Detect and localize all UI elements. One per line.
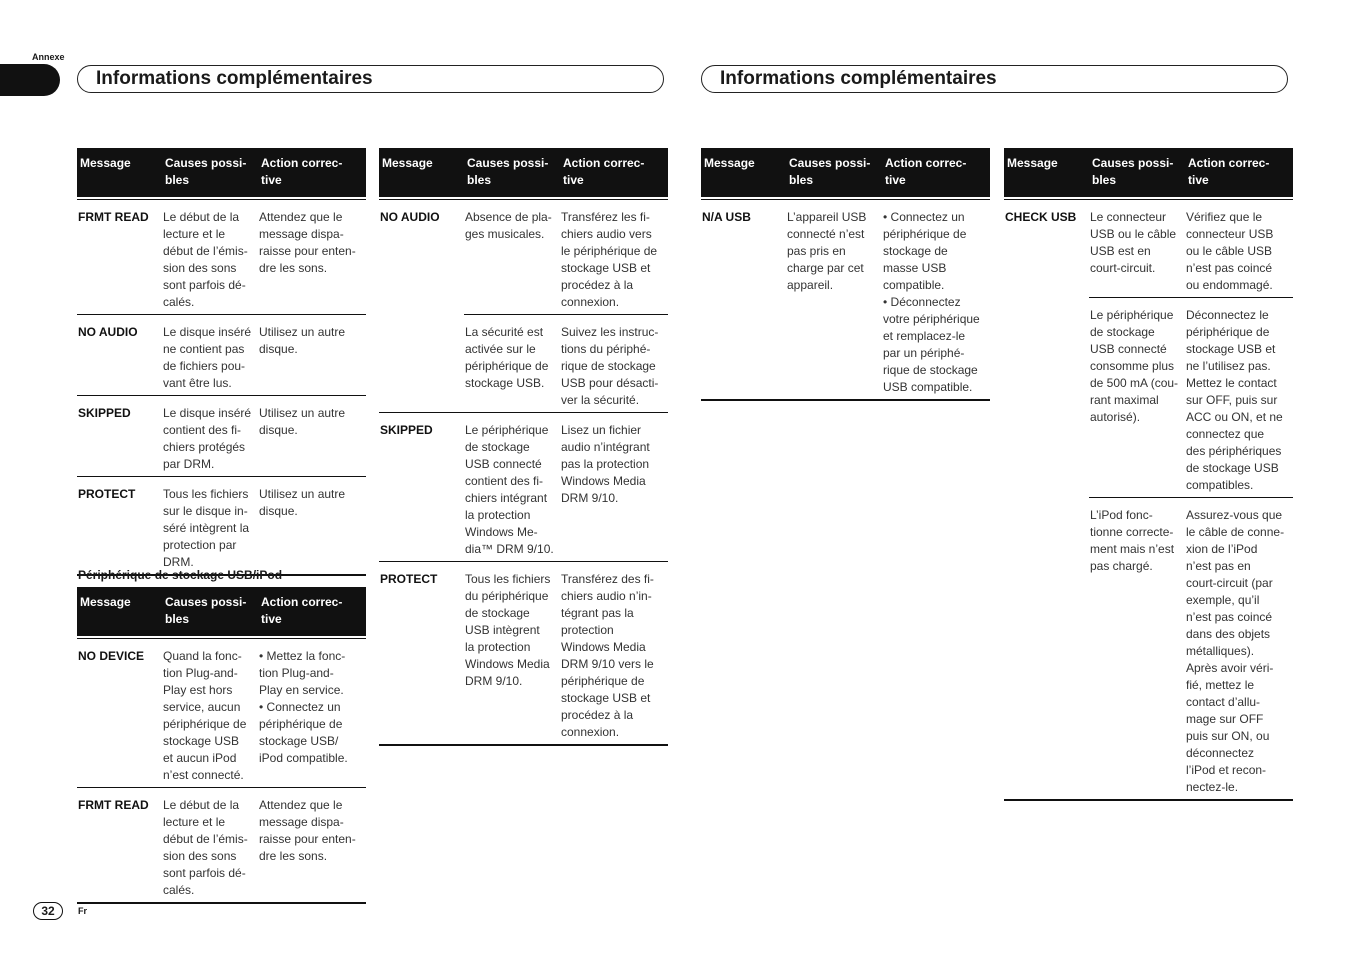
table-row-skipped bbox=[379, 413, 668, 562]
row-action: Lisez un fichier audio n’intégrant pas la protection Windows Media DRM 9/10. bbox=[560, 413, 668, 562]
header-action: Action correc- tive bbox=[560, 148, 668, 196]
table-body bbox=[379, 200, 668, 746]
error-table-usb-3 bbox=[701, 148, 990, 401]
row-cause: Le début de la lecture et le début de l’émis- sion des sons sont parfois dé- calés. bbox=[162, 200, 258, 315]
table-row bbox=[77, 315, 366, 396]
row-message: NO AUDIO bbox=[77, 315, 162, 396]
row-message: SKIPPED bbox=[77, 396, 162, 477]
table-row bbox=[77, 396, 366, 477]
page-title-right: Informations complémentaires bbox=[701, 65, 1288, 93]
row-cause: Le début de la lecture et le début de l’émis- sion des sons sont parfois dé- calés. bbox=[162, 788, 258, 904]
table-body bbox=[77, 639, 366, 904]
row-message: FRMT READ bbox=[77, 200, 162, 315]
table-row bbox=[77, 639, 366, 788]
row-action: Vérifiez que le connecteur USB ou le câble USB n’est pas coincé ou endommagé. bbox=[1185, 200, 1293, 298]
error-table-usb bbox=[77, 587, 366, 904]
row-message: PROTECT bbox=[77, 477, 162, 576]
row-cause: Tous les fichiers du périphérique de stockage USB intègrent la protection Windows Media DRM 9/10. bbox=[464, 562, 560, 746]
row-cause: Le disque inséré ne contient pas de fichiers pou- vant être lus. bbox=[162, 315, 258, 396]
table-header-row bbox=[1004, 148, 1293, 196]
row-message: SKIPPED bbox=[379, 413, 464, 562]
header-action: Action correc- tive bbox=[882, 148, 990, 196]
header-message: Message bbox=[77, 587, 162, 635]
row-cause: Le connecteur USB ou le câble USB est en court-circuit. bbox=[1089, 200, 1185, 298]
header-causes: Causes possi- bles bbox=[162, 587, 258, 635]
table-row bbox=[77, 200, 366, 315]
row-action: Transférez les fi- chiers audio vers le périphérique de stockage USB et procédez à la connexion. bbox=[560, 200, 668, 315]
row-cause: L’iPod fonc- tionne correcte- ment mais n’est pas chargé. bbox=[1089, 498, 1185, 801]
column-1 bbox=[77, 148, 366, 576]
column-2 bbox=[379, 148, 668, 746]
table-header-row bbox=[701, 148, 990, 196]
page-title-left: Informations complémentaires bbox=[77, 65, 664, 93]
row-action: • Connectez un périphérique de stockage de masse USB compatible. • Déconnectez votre périphérique et remplacez-le par un périphé- rique de stockage USB compatible. bbox=[882, 200, 990, 401]
row-action: Transférez des fi- chiers audio n’in- tégrant pas la protection Windows Media DRM 9/10 vers le périphérique de stockage USB et procédez à la connexion. bbox=[560, 562, 668, 746]
row-message: FRMT READ bbox=[77, 788, 162, 904]
section-title-usb: Périphérique de stockage USB/iPod bbox=[78, 568, 283, 582]
column-4 bbox=[1004, 148, 1293, 801]
header-causes: Causes possi- bles bbox=[1089, 148, 1185, 196]
row-cause: Le périphérique de stockage USB connecté consomme plus de 500 mA (cou- rant maximal autorisé). bbox=[1089, 298, 1185, 498]
header-action: Action correc- tive bbox=[258, 587, 366, 635]
row-message: NO AUDIO bbox=[379, 200, 464, 413]
table-header-row bbox=[77, 587, 366, 635]
row-cause: Le périphérique de stockage USB connecté contient des fi- chiers intégrant la protection Windows Me- dia™ DRM 9/10. bbox=[464, 413, 560, 562]
annexe-label: Annexe bbox=[32, 52, 65, 62]
row-action: Suivez les instruc- tions du périphé- rique de stockage USB pour désacti- ver la sécurité. bbox=[560, 315, 668, 413]
header-action: Action correc- tive bbox=[1185, 148, 1293, 196]
column-1-usb bbox=[77, 587, 366, 904]
row-message: NO DEVICE bbox=[77, 639, 162, 788]
row-cause: Tous les fichiers sur le disque in- séré intègrent la protection par DRM. bbox=[162, 477, 258, 576]
header-causes: Causes possi- bles bbox=[464, 148, 560, 196]
header-message: Message bbox=[379, 148, 464, 196]
row-action: Attendez que le message dispa- raisse pour enten- dre les sons. bbox=[258, 200, 366, 315]
page-number: 32 bbox=[33, 902, 63, 920]
row-action: Utilisez un autre disque. bbox=[258, 315, 366, 396]
table-body bbox=[77, 200, 366, 576]
error-table-disc bbox=[77, 148, 366, 576]
language-code: Fr bbox=[78, 906, 87, 916]
table-header-row bbox=[379, 148, 668, 196]
table-header-row bbox=[77, 148, 366, 196]
row-message: PROTECT bbox=[379, 562, 464, 746]
column-3 bbox=[701, 148, 990, 401]
table-row bbox=[77, 477, 366, 576]
row-action: • Mettez la fonc- tion Plug-and- Play en service. • Connectez un périphérique de stockage USB/ iPod compatible. bbox=[258, 639, 366, 788]
table-row-no-audio bbox=[379, 200, 668, 315]
header-causes: Causes possi- bles bbox=[162, 148, 258, 196]
row-cause: L’appareil USB connecté n’est pas pris en charge par cet appareil. bbox=[786, 200, 882, 401]
row-message: N/A USB bbox=[701, 200, 786, 401]
header-action: Action correc- tive bbox=[258, 148, 366, 196]
header-message: Message bbox=[77, 148, 162, 196]
row-action: Assurez-vous que le câble de conne- xion de l’iPod n’est pas en court-circuit (par exemple, qu’il n’est pas coincé dans des objets métalliques). Après avoir véri- fié, mettez le contact d’allu- mage sur OFF puis sur ON, ou déconnectez l’iPod et recon- nectez-le. bbox=[1185, 498, 1293, 801]
table-body bbox=[1004, 200, 1293, 801]
header-message: Message bbox=[1004, 148, 1089, 196]
section-tab-marker bbox=[0, 64, 60, 96]
error-table-check-usb bbox=[1004, 148, 1293, 801]
table-row bbox=[77, 788, 366, 904]
header-message: Message bbox=[701, 148, 786, 196]
row-action: Utilisez un autre disque. bbox=[258, 396, 366, 477]
table-row bbox=[701, 200, 990, 401]
header-causes: Causes possi- bles bbox=[786, 148, 882, 196]
row-cause: La sécurité est activée sur le périphérique de stockage USB. bbox=[464, 315, 560, 413]
table-body bbox=[701, 200, 990, 401]
row-cause: Absence de pla- ges musicales. bbox=[464, 200, 560, 315]
row-cause: Quand la fonc- tion Plug-and- Play est hors service, aucun périphérique de stockage USB et aucun iPod n’est connecté. bbox=[162, 639, 258, 788]
error-table-usb-2 bbox=[379, 148, 668, 746]
table-row-check-usb-1 bbox=[1004, 200, 1293, 298]
row-cause: Le disque inséré contient des fi- chiers protégés par DRM. bbox=[162, 396, 258, 477]
row-action: Attendez que le message dispa- raisse pour enten- dre les sons. bbox=[258, 788, 366, 904]
row-action: Déconnectez le périphérique de stockage USB et ne l’utilisez pas. Mettez le contact sur OFF, puis sur ACC ou ON, et ne connectez que des périphériques de stockage USB compatibles. bbox=[1185, 298, 1293, 498]
row-message: CHECK USB bbox=[1004, 200, 1089, 801]
table-row-protect bbox=[379, 562, 668, 746]
row-action: Utilisez un autre disque. bbox=[258, 477, 366, 576]
